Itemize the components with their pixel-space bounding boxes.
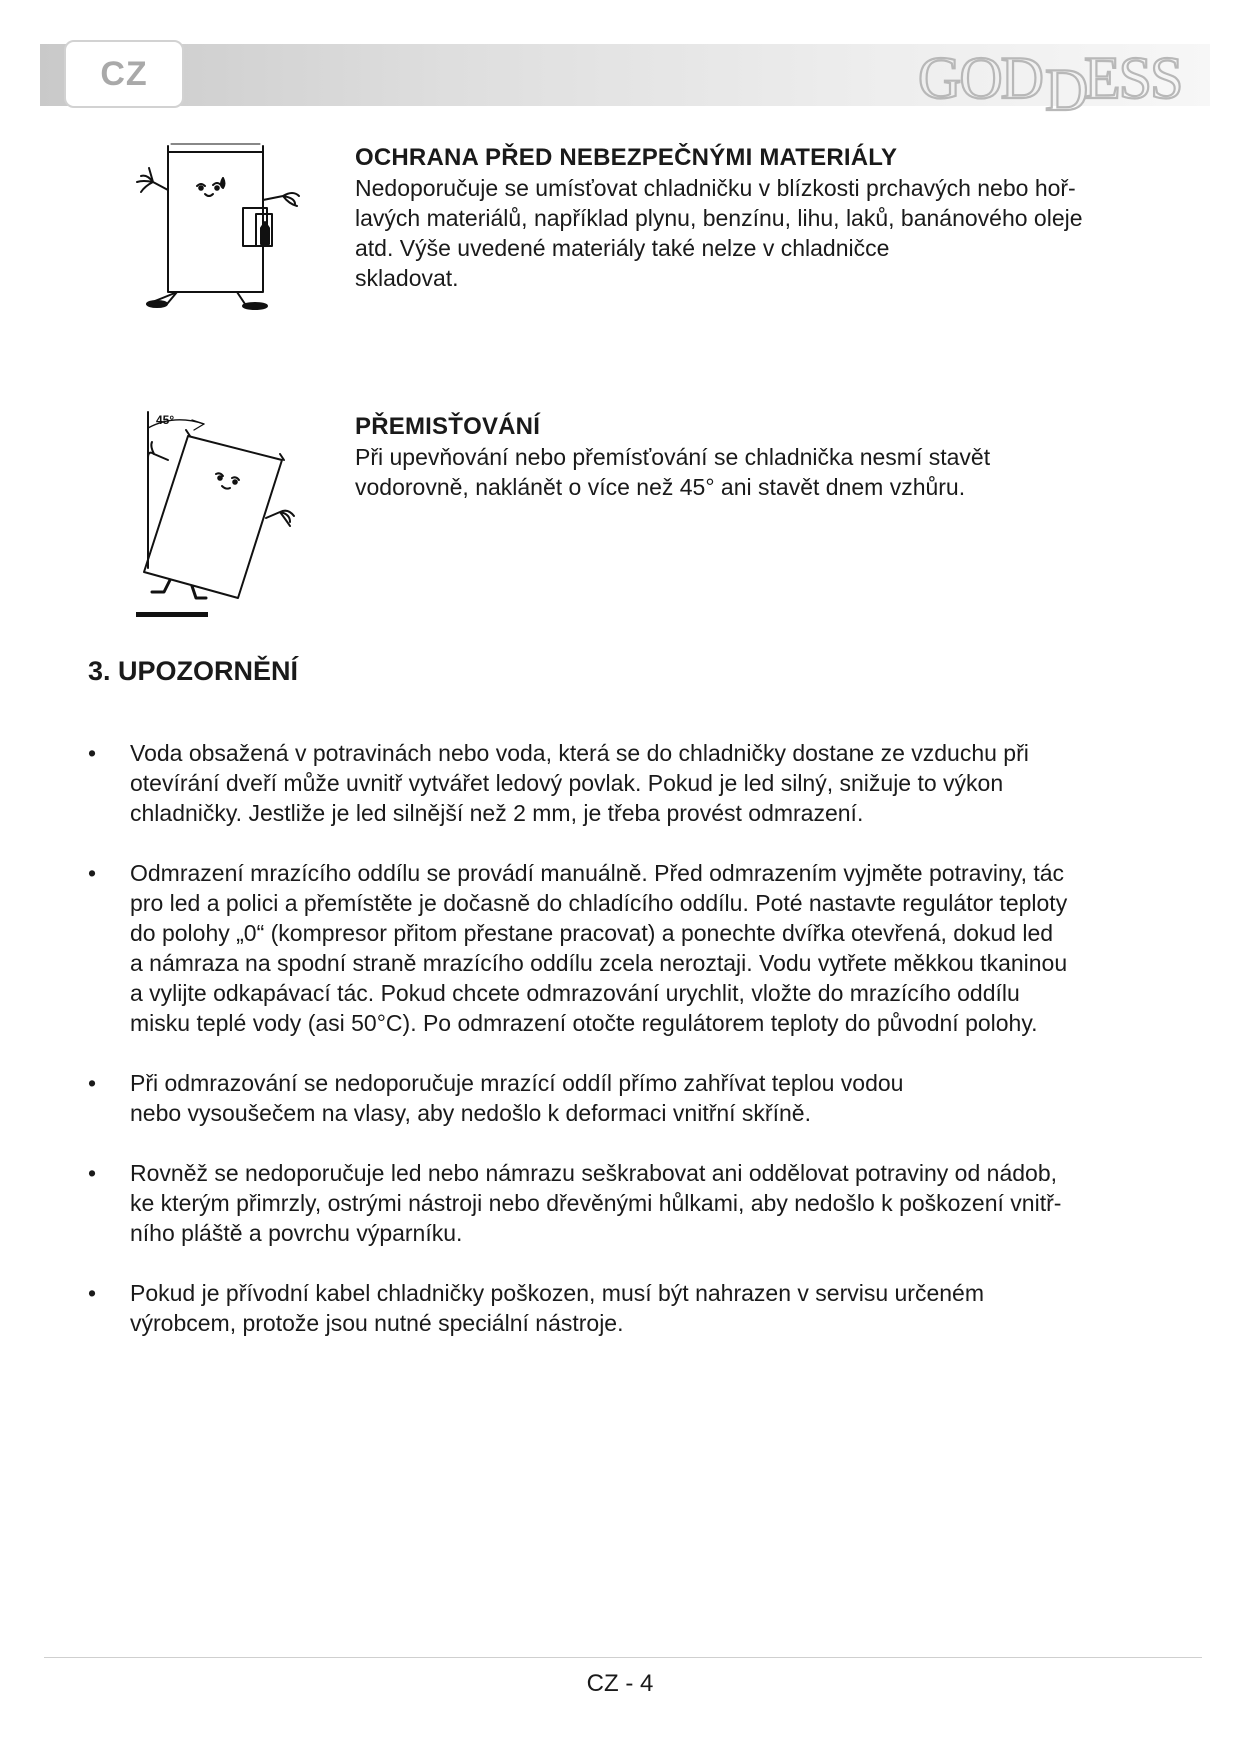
bullet-text: Odmrazení mrazícího oddílu se provádí manuálně. Před odmrazením vyjměte potraviny, tác pro led a polici a přemístěte je dočasně do chladícího oddílu. Poté nastavte regulátor teploty do polohy „0“ (kompresor přitom přestane pracovat) a ponechte dvířka otevřená, dokud led a námraza na spodní straně mrazícího oddílu zcela neroztaji. Vodu vytřete měkkou tkaninou a vylijte odkapávací tác. Pokud chcete odmrazování urychlit, vložte do mrazícího oddílu misku teplé vody (asi 50°C). Po odmrazení otočte regulátorem teploty do původní polohy. — [130, 860, 1068, 1036]
list-item — [88, 1158, 1148, 1248]
section-title-hazardous-materials: OCHRANA PŘED NEBEZPEČNÝMI MATERIÁLY — [355, 144, 898, 171]
chapter-title-warnings: 3. UPOZORNĚNÍ — [88, 656, 299, 686]
bullet-text: Voda obsažená v potravinách nebo voda, která se do chladničky dostane ze vzduchu při otevírání dveří může uvnitř vytvářet ledový povlak. Pokud je led silný, snižuje to výkon chladničky. Jestliže je led silnější než 2 mm, je třeba provést odmrazení. — [130, 740, 1029, 826]
svg-text:GOD: GOD — [918, 45, 1042, 111]
bullet-text: Při odmrazování se nedoporučuje mrazící oddíl přímo zahřívat teplou vodou nebo vysoušečem na vlasy, aby nedošlo k deformaci vnitřní skříně. — [130, 1070, 904, 1126]
language-tab: CZ — [64, 40, 184, 108]
page-number: CZ - 4 — [586, 1670, 654, 1697]
warnings-list — [88, 738, 1148, 1368]
list-item — [88, 1278, 1148, 1338]
list-item — [88, 858, 1148, 1038]
bullet-symbol: • — [88, 1160, 97, 1186]
bullet-symbol: • — [88, 1070, 97, 1096]
bullet-text: Rovněž se nedoporučuje led nebo námrazu seškrabovat ani oddělovat potraviny od nádob, ke kterým přimrzly, ostrými nástroji nebo dřevěnými hůlkami, aby nedošlo k poškození vnitř- ního pláště a povrchu výparníku. — [130, 1160, 1062, 1246]
bullet-symbol: • — [88, 1280, 97, 1306]
bullet-symbol: • — [88, 740, 97, 766]
section-title-moving: PŘEMISŤOVÁNÍ — [355, 413, 541, 440]
bullet-text: Pokud je přívodní kabel chladničky poškozen, musí být nahrazen v servisu určeném výrobcem, protože jsou nutné speciální nástroje. — [130, 1280, 984, 1336]
fridge-tilt-illustration — [130, 408, 305, 623]
svg-text:ESS: ESS — [1084, 45, 1182, 111]
goddess-logo — [900, 40, 1220, 115]
list-item — [88, 1068, 1148, 1128]
footer-divider — [44, 1657, 1202, 1658]
section-text-hazardous-materials: Nedoporučuje se umísťovat chladničku v blízkosti prchavých nebo hoř- lavých materiálů, například plynu, benzínu, lihu, laků, banánového oleje atd. Výše uvedené materiály také nelze v chladničce skladovat. — [355, 175, 1083, 291]
bullet-symbol: • — [88, 860, 97, 886]
fridge-flammable-illustration — [125, 138, 310, 313]
tilt-angle-label: 45° — [156, 413, 175, 427]
section-text-moving: Při upevňování nebo přemísťování se chladnička nesmí stavět vodorovně, naklánět o více než 45° ani stavět dnem vzhůru. — [355, 444, 991, 500]
svg-text:D: D — [1045, 57, 1089, 115]
list-item — [88, 738, 1148, 828]
